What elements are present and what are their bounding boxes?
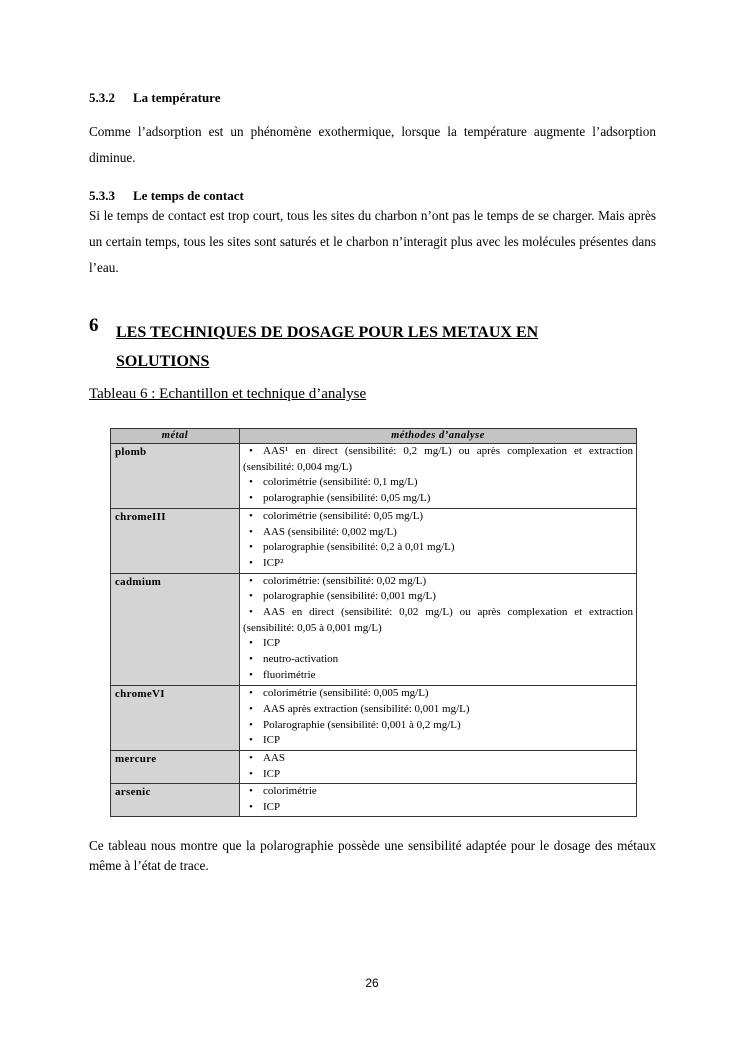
metal-cell: cadmium [111, 573, 240, 686]
methods-cell [240, 573, 637, 686]
method-text: colorimétrie: (sensibilité: 0,02 mg/L) [263, 574, 427, 587]
metal-cell: chromeIII [111, 508, 240, 573]
table-row [111, 686, 637, 751]
list-item [243, 767, 633, 783]
subsection-heading-contact-time [89, 188, 244, 204]
subsection-number: 5.3.2 [89, 90, 115, 105]
subsection-title: La température [133, 90, 221, 105]
list-item [243, 668, 633, 684]
bullet-icon: • [249, 734, 253, 747]
method-text: colorimétrie (sensibilité: 0,1 mg/L) [263, 476, 418, 489]
bullet-icon: • [249, 445, 253, 457]
methods-cell [240, 508, 637, 573]
table-header-row [111, 429, 637, 444]
list-item [243, 540, 633, 556]
bullet-icon: • [249, 476, 253, 489]
methods-cell [240, 751, 637, 784]
table-row [111, 573, 637, 686]
method-text: fluorimétrie [263, 668, 316, 681]
table-row [111, 784, 637, 817]
page-number: 26 [365, 976, 379, 990]
metal-cell: plomb [111, 444, 240, 509]
table-row [111, 751, 637, 784]
methods-cell [240, 444, 637, 509]
list-item [243, 686, 633, 702]
bullet-icon: • [249, 509, 253, 522]
paragraph-conclusion: Ce tableau nous montre que la polarographie possède une sensibilité adaptée pour le dosage des métaux même à l’état de trace. [89, 838, 656, 873]
list-item [243, 556, 633, 572]
method-text: polarographie (sensibilité: 0,001 mg/L) [263, 590, 436, 603]
method-text: AAS (sensibilité: 0,002 mg/L) [263, 525, 397, 538]
header-methods: méthodes d’analyse [240, 429, 637, 444]
metal-cell: mercure [111, 751, 240, 784]
list-item [243, 589, 633, 605]
bullet-icon: • [249, 574, 253, 587]
method-text: ICP [263, 767, 281, 780]
methods-list [243, 751, 633, 782]
methods-list [243, 509, 633, 572]
subsection-heading-temperature [89, 90, 220, 106]
methods-cell [240, 784, 637, 817]
list-item [243, 733, 633, 749]
list-item [243, 702, 633, 718]
method-text: ICP [263, 734, 281, 747]
bullet-icon: • [249, 752, 253, 765]
list-item [243, 509, 633, 525]
list-item [243, 491, 633, 507]
method-text: colorimétrie (sensibilité: 0,005 mg/L) [263, 687, 429, 700]
analysis-table-grid [110, 428, 637, 817]
section-title [116, 318, 656, 376]
table-row [111, 508, 637, 573]
bullet-icon: • [249, 541, 253, 554]
metal-cell: arsenic [111, 784, 240, 817]
table-row [111, 444, 637, 509]
header-metal: métal [111, 429, 240, 444]
analysis-table [110, 428, 637, 817]
bullet-icon: • [249, 767, 253, 780]
bullet-icon: • [249, 687, 253, 700]
method-text: AAS¹ en direct (sensibilité: 0,2 mg/L) ou après complexation et extraction (sensibilité: 0,004 mg/L) [243, 445, 633, 473]
method-text: polarographie (sensibilité: 0,2 à 0,01 mg/L) [263, 541, 455, 554]
methods-list [243, 784, 633, 815]
section-title-line-1: LES TECHNIQUES DE DOSAGE POUR LES METAUX EN [116, 324, 539, 341]
methods-list [243, 444, 633, 507]
bullet-icon: • [249, 590, 253, 603]
section-title-line-2: SOLUTIONS [116, 353, 210, 370]
bullet-icon: • [249, 800, 253, 813]
list-item [243, 636, 633, 652]
subsection-title: Le temps de contact [133, 188, 244, 203]
list-item [243, 718, 633, 734]
method-text: ICP² [263, 556, 284, 569]
table-caption: Tableau 6 : Echantillon et technique d’analyse [89, 386, 367, 402]
bullet-icon: • [249, 718, 253, 731]
methods-cell [240, 686, 637, 751]
method-text: ICP [263, 637, 281, 650]
list-item [243, 525, 633, 541]
bullet-icon: • [249, 653, 253, 666]
bullet-icon: • [249, 637, 253, 650]
list-item [243, 475, 633, 491]
method-text: polarographie (sensibilité: 0,05 mg/L) [263, 492, 431, 505]
method-text: colorimétrie [263, 785, 317, 798]
bullet-icon: • [249, 492, 253, 505]
paragraph-contact-time: Si le temps de contact est trop court, tous les sites du charbon n’ont pas le temps de se charger. Mais après un certain temps, tous les sites sont saturés et le charbon n’interagit plus avec les molécules présentes dans l’eau. [89, 208, 656, 275]
list-item [243, 444, 633, 475]
method-text: Polarographie (sensibilité: 0,001 à 0,2 mg/L) [263, 718, 461, 731]
bullet-icon: • [249, 556, 253, 569]
subsection-number: 5.3.3 [89, 188, 115, 203]
method-text: ICP [263, 800, 281, 813]
bullet-icon: • [249, 703, 253, 715]
method-text: AAS en direct (sensibilité: 0,02 mg/L) ou après complexation et extraction (sensibilité: 0,05 à 0,001 mg/L) [243, 606, 633, 634]
bullet-icon: • [249, 785, 253, 798]
list-item [243, 784, 633, 800]
list-item [243, 574, 633, 590]
method-text: colorimétrie (sensibilité: 0,05 mg/L) [263, 509, 424, 522]
methods-list [243, 686, 633, 749]
list-item [243, 800, 633, 816]
method-text: AAS [263, 752, 286, 765]
method-text: neutro-activation [263, 653, 339, 666]
metal-cell: chromeVI [111, 686, 240, 751]
methods-list [243, 574, 633, 684]
bullet-icon: • [249, 606, 253, 619]
paragraph-temperature: Comme l’adsorption est un phénomène exothermique, lorsque la température augmente l’adsorption diminue. [89, 124, 656, 165]
list-item [243, 605, 633, 636]
list-item [243, 751, 633, 767]
method-text: AAS après extraction (sensibilité: 0,001 mg/L) [263, 703, 470, 715]
list-item [243, 652, 633, 668]
section-number: 6 [89, 315, 99, 336]
bullet-icon: • [249, 668, 253, 681]
bullet-icon: • [249, 525, 253, 538]
